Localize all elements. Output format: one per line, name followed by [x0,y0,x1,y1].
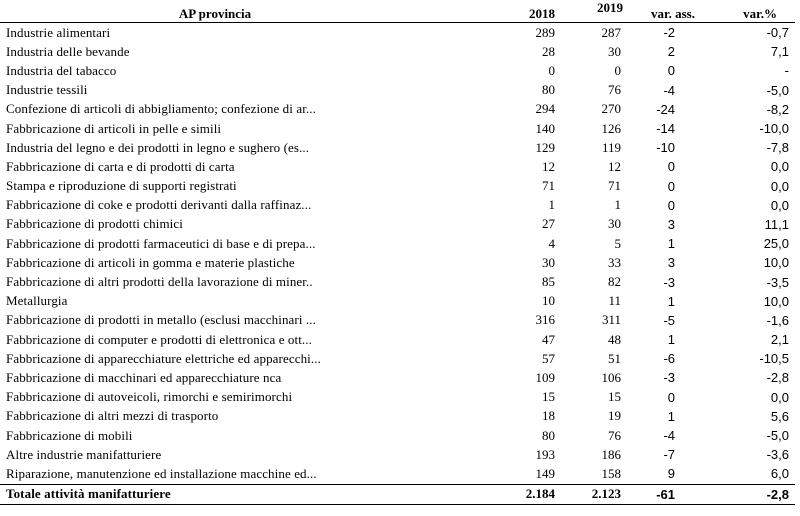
row-var-ass: -3 [663,274,675,290]
row-var-pct: 2,1 [770,332,789,348]
row-label: Fabbricazione di altri mezzi di trasporto [6,408,219,424]
row-label: Stampa e riproduzione di supporti registrati [6,178,237,194]
row-var-pct: -10,5 [759,351,789,367]
table-row [0,196,795,215]
row-var-pct: 0,0 [770,159,789,175]
row-var-pct: -5,0 [766,428,789,444]
row-2018: 28 [542,43,555,59]
row-var-ass: -3 [663,370,675,386]
table-row [0,215,795,234]
row-var-pct: 0,0 [770,389,789,405]
row-label: Fabbricazione di macchinari ed apparecchiature nca [6,369,282,385]
row-var-ass: 3 [667,216,675,232]
row-2019: 311 [601,312,621,328]
row-2019: 1 [614,197,621,213]
row-2018: 4 [548,235,555,251]
row-2019: 33 [608,254,621,270]
row-2019: 270 [601,101,621,117]
row-2018: 1 [548,197,555,213]
row-var-pct: 10,0 [763,255,789,271]
header-var-pct: var.% [697,0,795,23]
row-2019: 30 [608,43,621,59]
row-label: Fabbricazione di prodotti farmaceutici di base e di prepa... [6,235,316,251]
table-row [0,407,795,426]
row-var-pct: -5,0 [766,82,789,98]
row-label: Fabbricazione di prodotti chimici [6,216,183,232]
header-row [0,0,795,23]
table-row [0,138,795,157]
row-2018: 10 [542,293,555,309]
row-var-pct: 5,6 [770,408,789,424]
row-2019: 76 [608,427,621,443]
table-row [0,349,795,368]
row-label: Fabbricazione di coke e prodotti derivanti dalla raffinaz... [6,197,312,213]
row-var-ass: 1 [667,332,675,348]
row-var-ass: -10 [656,140,675,156]
row-var-ass: -5 [663,312,675,328]
row-label: Fabbricazione di carta e di prodotti di carta [6,158,235,174]
row-2019: 48 [608,331,621,347]
row-label: Fabbricazione di autoveicoli, rimorchi e semirimorchi [6,389,293,405]
row-var-ass: -6 [663,351,675,367]
row-var-pct: -8,2 [766,101,789,117]
row-2019: 186 [601,446,621,462]
row-2019: 119 [601,139,621,155]
row-2018: 129 [535,139,555,155]
header-label: AP provincia [0,0,490,23]
table-row [0,253,795,272]
row-label: Industrie tessili [6,82,88,98]
table-row [0,177,795,196]
row-label: Fabbricazione di articoli in gomma e materie plastiche [6,254,295,270]
row-2018: 109 [535,369,555,385]
row-2018: 57 [542,350,555,366]
table-row [0,272,795,291]
row-var-pct: -7,8 [766,140,789,156]
total-2019: 2.123 [565,484,627,504]
row-var-pct: 6,0 [770,466,789,482]
row-var-ass: 3 [667,255,675,271]
table-row [0,157,795,176]
row-var-ass: -4 [663,82,675,98]
row-2019: 5 [614,235,621,251]
table-row [0,368,795,387]
row-2018: 85 [542,274,555,290]
row-var-ass: -2 [663,25,675,41]
row-2018: 71 [542,178,555,194]
row-var-ass: -7 [663,447,675,463]
row-2019: 0 [614,62,621,78]
row-2019: 51 [608,350,621,366]
row-2019: 19 [608,408,621,424]
row-2019: 82 [608,274,621,290]
row-label: Industria del legno e dei prodotti in legno e sughero (es... [6,139,310,155]
row-label: Fabbricazione di prodotti in metallo (esclusi macchinari ... [6,312,316,328]
row-var-ass: 9 [667,466,675,482]
table-row [0,311,795,330]
row-2019: 11 [608,293,621,309]
table-row [0,292,795,311]
row-var-pct: -0,7 [766,25,789,41]
table-row [0,330,795,349]
row-var-ass: 1 [667,236,675,252]
row-var-ass: 0 [667,389,675,405]
total-row [0,484,795,504]
row-2019: 106 [601,369,621,385]
row-label: Altre industrie manifatturiere [6,446,162,462]
row-var-pct: - [784,63,789,79]
total-2018: 2.184 [490,484,565,504]
total-var-ass: -61 [627,484,697,504]
table-row [0,388,795,407]
row-var-ass: 1 [667,293,675,309]
total-var-pct: -2,8 [697,484,795,504]
row-2018: 80 [542,427,555,443]
row-var-ass: -14 [656,121,675,137]
row-var-ass: 0 [667,197,675,213]
header-2019: 2019 [565,0,627,23]
row-2019: 71 [608,178,621,194]
row-label: Fabbricazione di computer e prodotti di elettronica e ott... [6,331,312,347]
row-label: Metallurgia [6,293,68,309]
table-row [0,119,795,138]
row-label: Industrie alimentari [6,24,111,40]
row-2018: 30 [542,254,555,270]
row-2018: 316 [535,312,555,328]
table-row [0,61,795,80]
row-var-pct: -10,0 [759,121,789,137]
row-2018: 193 [535,446,555,462]
row-2018: 149 [535,465,555,481]
table-row [0,42,795,61]
row-2019: 30 [608,216,621,232]
total-label: Totale attività manifatturiere [0,484,490,504]
row-2018: 80 [542,82,555,98]
row-var-ass: 0 [667,159,675,175]
row-2018: 294 [535,101,555,117]
row-var-pct: 10,0 [763,293,789,309]
row-label: Fabbricazione di articoli in pelle e simili [6,120,222,136]
row-var-pct: 11,1 [764,216,789,232]
row-2018: 289 [535,24,555,40]
table-row [0,426,795,445]
row-var-pct: 0,0 [770,197,789,213]
row-label: Riparazione, manutenzione ed installazione macchine ed... [6,465,317,481]
header-2018: 2018 [490,0,565,23]
row-var-pct: -1,6 [766,312,789,328]
row-label: Industria del tabacco [6,62,117,78]
row-var-ass: -24 [656,101,675,117]
table-body [0,23,795,485]
row-2018: 27 [542,216,555,232]
row-var-pct: -3,6 [766,447,789,463]
row-label: Fabbricazione di apparecchiature elettriche ed apparecchi... [6,350,321,366]
row-2018: 15 [542,389,555,405]
row-2019: 158 [601,465,621,481]
row-label: Confezione di articoli di abbigliamento; confezione di ar... [6,101,316,117]
row-2018: 140 [535,120,555,136]
table-row [0,81,795,100]
row-var-ass: 1 [667,408,675,424]
row-var-pct: -3,5 [766,274,789,290]
row-2018: 18 [542,408,555,424]
row-var-pct: 25,0 [763,236,789,252]
table-row [0,234,795,253]
table-row [0,464,795,484]
row-2018: 0 [548,62,555,78]
row-var-pct: -2,8 [766,370,789,386]
row-var-ass: -4 [663,428,675,444]
row-2019: 287 [601,24,621,40]
row-var-ass: 0 [667,178,675,194]
row-2019: 76 [608,82,621,98]
row-2018: 12 [542,158,555,174]
row-var-ass: 2 [667,44,675,60]
table-row [0,445,795,464]
row-2019: 15 [608,389,621,405]
row-2018: 47 [542,331,555,347]
row-2019: 126 [601,120,621,136]
row-var-pct: 7,1 [770,44,789,60]
row-2019: 12 [608,158,621,174]
row-label: Industria delle bevande [6,43,130,59]
row-label: Fabbricazione di mobili [6,427,133,443]
header-var-ass: var. ass. [627,0,697,23]
row-label: Fabbricazione di altri prodotti della lavorazione di miner.. [6,274,313,290]
table-row [0,23,795,43]
row-var-ass: 0 [667,63,675,79]
row-var-pct: 0,0 [770,178,789,194]
table-row [0,100,795,119]
